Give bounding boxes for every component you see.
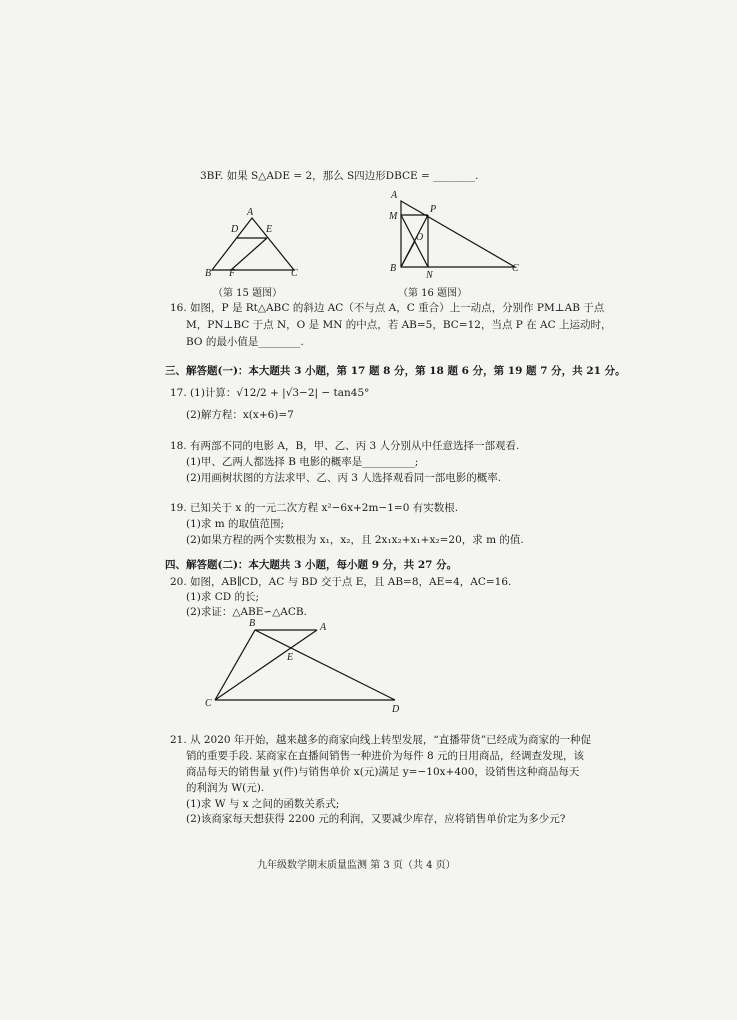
fig16-label-m: M (389, 211, 398, 222)
fig20-label-e: E (287, 652, 294, 663)
fig16-caption: （第 16 题图） (398, 288, 468, 299)
fig16-label-o: O (416, 232, 424, 243)
fig16-label-p: P (430, 204, 437, 215)
fig20-label-d: D (392, 704, 400, 715)
fig15-caption: （第 15 题图） (213, 288, 283, 299)
fig15-label-a: A (247, 207, 254, 218)
q21-line5: (1)求 W 与 x 之间的函数关系式; (186, 798, 340, 810)
q20-line1: 20. 如图，AB∥CD，AC 与 BD 交于点 E，且 AB=8，AE=4，AC=16. (170, 576, 512, 588)
q21-line4: 的利润为 W(元). (186, 782, 265, 794)
section-4-heading: 四、解答题(二)：本大题共 3 小题，每小题 9 分，共 27 分。 (165, 559, 458, 571)
fig20-label-a: A (320, 622, 327, 633)
section-3-heading: 三、解答题(一)：本大题共 3 小题，第 17 题 8 分，第 18 题 6 分，第 19 题 7 分，共 21 分。 (165, 365, 626, 377)
q19-line1: 19. 已知关于 x 的一元二次方程 x²−6x+2m−1=0 有实数根. (170, 502, 459, 514)
q19-line2: (1)求 m 的取值范围; (186, 518, 285, 530)
fig15-label-b: B (205, 268, 212, 279)
q21-line2: 销的重要手段. 某商家在直播间销售一种进价为每件 8 元的日用商品，经调查发现，该 (186, 750, 585, 762)
q19-line3: (2)如果方程的两个实数根为 x₁，x₂，且 2x₁x₂+x₁+x₂=20，求 m 的值. (186, 534, 524, 546)
figure-16 (395, 195, 525, 275)
fig15-label-e: E (266, 224, 273, 235)
fig16-label-a: A (391, 190, 398, 201)
fig20-label-c: C (205, 698, 212, 709)
fig20-label-b: B (249, 618, 256, 629)
q17-line2: (2)解方程：x(x+6)=7 (186, 409, 294, 421)
fig15-label-d: D (231, 224, 239, 235)
q18-line3: (2)用画树状图的方法求甲、乙、丙 3 人选择观看同一部电影的概率. (186, 472, 502, 484)
fig15-label-f: F (229, 268, 236, 279)
q21-line6: (2)该商家每天想获得 2200 元的利润，又要减少库存，应将销售单价定为多少元? (186, 813, 566, 825)
fig15-ef (231, 238, 267, 270)
fig20-ac (215, 630, 317, 700)
q16-line1: 16. 如图，P 是 Rt△ABC 的斜边 AC（不与点 A，C 重合）上一动点，分别作 PM⊥AB 于点 (170, 302, 605, 314)
fig16-label-n: N (426, 270, 433, 281)
fig15-triangle-abc (212, 218, 294, 270)
q17-line1: 17. (1)计算：√12/2 + |√3−2| − tan45° (170, 387, 370, 399)
q16-line2: M，PN⊥BC 于点 N，O 是 MN 的中点，若 AB=5，BC=12，当点 P 在 AC 上运动时， (186, 319, 612, 331)
fig16-label-b: B (390, 263, 397, 274)
q15-tail: 3BF. 如果 S△ADE = 2，那么 S四边形DBCE = ________. (200, 170, 479, 182)
q20-line3: (2)求证：△ABE∽△ACB. (186, 606, 307, 618)
fig20-bd (255, 630, 395, 700)
q20-line2: (1)求 CD 的长; (186, 591, 260, 603)
q16-line3: BO 的最小值是________. (186, 336, 304, 348)
fig15-label-c: C (291, 268, 298, 279)
q18-line1: 18. 有两部不同的电影 A，B，甲、乙、丙 3 人分别从中任意选择一部观看. (170, 440, 520, 452)
figure-20 (205, 620, 405, 710)
page-footer: 九年级数学期末质量监测 第 3 页（共 4 页） (257, 860, 456, 871)
q21-line1: 21. 从 2020 年开始，越来越多的商家向线上转型发展，“直播带货”已经成为商家的一种促 (170, 734, 592, 746)
fig20-bc (215, 630, 255, 700)
q21-line3: 商品每天的销售量 y(件)与销售单价 x(元)满足 y=−10x+400，设销售这种商品每天 (186, 766, 580, 778)
fig16-label-c: C (512, 263, 519, 274)
q18-line2: (1)甲、乙两人都选择 B 电影的概率是__________; (186, 456, 419, 468)
